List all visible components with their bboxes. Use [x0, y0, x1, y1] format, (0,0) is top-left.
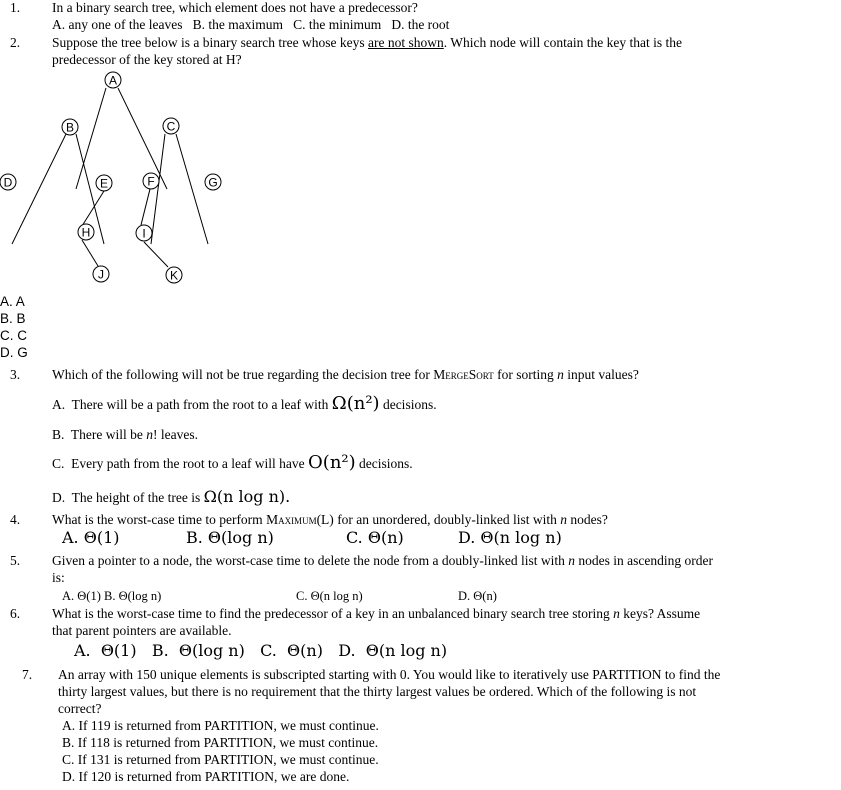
tree-node-F — [143, 173, 159, 189]
q3-choice-a: A. There will be a path from the root to a leaf with Ω(n²) decisions. — [52, 393, 437, 414]
q2-number: 2. — [10, 35, 21, 50]
q3-choice-d: D. The height of the tree is Ω(n log n). — [52, 487, 291, 506]
q4-choice-a: A. Θ(1) — [62, 528, 120, 547]
tree-node-B — [62, 119, 78, 135]
tree-node-K — [166, 267, 182, 283]
q7-choice-c: C. If 131 is returned from PARTITION, we must continue. — [62, 752, 379, 767]
tree-node-A — [105, 72, 121, 88]
q2-choice-b: B. B — [0, 311, 26, 326]
tree-node-G — [205, 174, 221, 190]
tree-node-C — [163, 118, 179, 134]
edge-B-D — [12, 134, 66, 244]
tree-node-label: A — [108, 73, 118, 88]
q5-number: 5. — [10, 553, 21, 568]
tree-node-label: E — [99, 176, 109, 191]
q3-d-math: Ω(n log n). — [203, 487, 291, 506]
q5-choice-ab: A. Θ(1) B. Θ(log n) — [62, 589, 162, 603]
tree-node-label: K — [169, 268, 179, 283]
q3-choice-b: B. There will be n! leaves. — [52, 427, 198, 442]
binary-search-tree-diagram — [0, 68, 230, 290]
q7-text-line2: thirty largest values, but there is no requirement that the thirty largest values be ordered. Which of the following is not — [58, 684, 697, 699]
q3-number: 3. — [10, 367, 21, 382]
tree-node-label: F — [147, 174, 155, 189]
tree-node-J — [93, 266, 109, 282]
q2-text-line2: predecessor of the key stored at H? — [52, 52, 242, 67]
tree-node-label: H — [81, 225, 91, 240]
edge-C-G — [176, 134, 208, 244]
q4-text: What is the worst-case time to perform Maximum(L) for an unordered, doubly-linked list with n nodes? — [52, 512, 608, 527]
q7-choice-b: B. If 118 is returned from PARTITION, we must continue. — [62, 735, 379, 750]
q2-choice-c: C. C — [0, 328, 27, 343]
tree-node-I — [136, 225, 152, 241]
q2-choice-d: D. G — [0, 345, 28, 360]
q5-choice-c: C. Θ(n log n) — [296, 589, 363, 603]
edge-A-B — [76, 88, 109, 191]
q7-choice-d: D. If 120 is returned from PARTITION, we are done. — [62, 769, 350, 784]
q5-choice-d: D. Θ(n) — [458, 589, 497, 603]
q2-underline: are not shown — [368, 35, 444, 50]
q2-text: Suppose the tree below is a binary search tree whose keys are not shown. Which node will contain the key that is the — [52, 35, 682, 50]
q2-choice-a: A. A — [0, 294, 25, 309]
tree-node-label: C — [166, 119, 176, 134]
q4-choice-c: C. Θ(n) — [346, 528, 404, 547]
q5-text: Given a pointer to a node, the worst-case time to delete the node from a doubly-linked list with n nodes in ascending order — [52, 553, 713, 568]
q7-text-line1: An array with 150 unique elements is subscripted starting with 0. You would like to iteratively use PARTITION to find the — [58, 667, 721, 682]
edge-H-J — [82, 240, 98, 266]
q1-text: In a binary search tree, which element does not have a predecessor? — [52, 0, 418, 15]
edge-I-K — [144, 242, 168, 267]
edge-F-I — [141, 189, 150, 225]
q4-number: 4. — [10, 512, 21, 527]
q6-number: 6. — [10, 606, 21, 621]
q7-number: 7. — [22, 667, 33, 682]
q1-choices: A. any one of the leaves B. the maximum C. the minimum D. the root — [52, 17, 450, 32]
tree-node-H — [78, 224, 94, 240]
q7-text-line3: correct? — [58, 701, 102, 716]
tree-node-label: G — [208, 175, 218, 190]
q6-text-line2: that parent pointers are available. — [52, 623, 232, 638]
edge-E-H — [82, 191, 104, 226]
q7-choice-a: A. If 119 is returned from PARTITION, we must continue. — [62, 718, 379, 733]
tree-node-label: B — [65, 120, 75, 135]
q1-number: 1. — [10, 0, 21, 15]
tree-node-label: D — [3, 175, 13, 190]
q6-text: What is the worst-case time to find the predecessor of a key in an unbalanced binary search tree storing n keys? Assume — [52, 606, 701, 621]
q3-choice-c: C. Every path from the root to a leaf will have O(n²) decisions. — [52, 452, 413, 473]
tree-node-label: I — [142, 226, 146, 241]
tree-node-D — [0, 174, 16, 190]
tree-node-label: J — [98, 267, 104, 282]
q3-c-math: O(n²) — [308, 452, 356, 473]
q4-choice-b: B. Θ(log n) — [186, 528, 274, 547]
q4-choice-d: D. Θ(n log n) — [458, 528, 562, 547]
q3-text: Which of the following will not be true regarding the decision tree for MergeSort for sorting n input values? — [52, 367, 639, 382]
tree-node-E — [96, 175, 112, 191]
q3-a-math: Ω(n²) — [331, 393, 380, 414]
q6-choices: A. Θ(1) B. Θ(log n) C. Θ(n) D. Θ(n log n) — [74, 641, 448, 660]
q5-text-line2: is: — [52, 570, 65, 585]
